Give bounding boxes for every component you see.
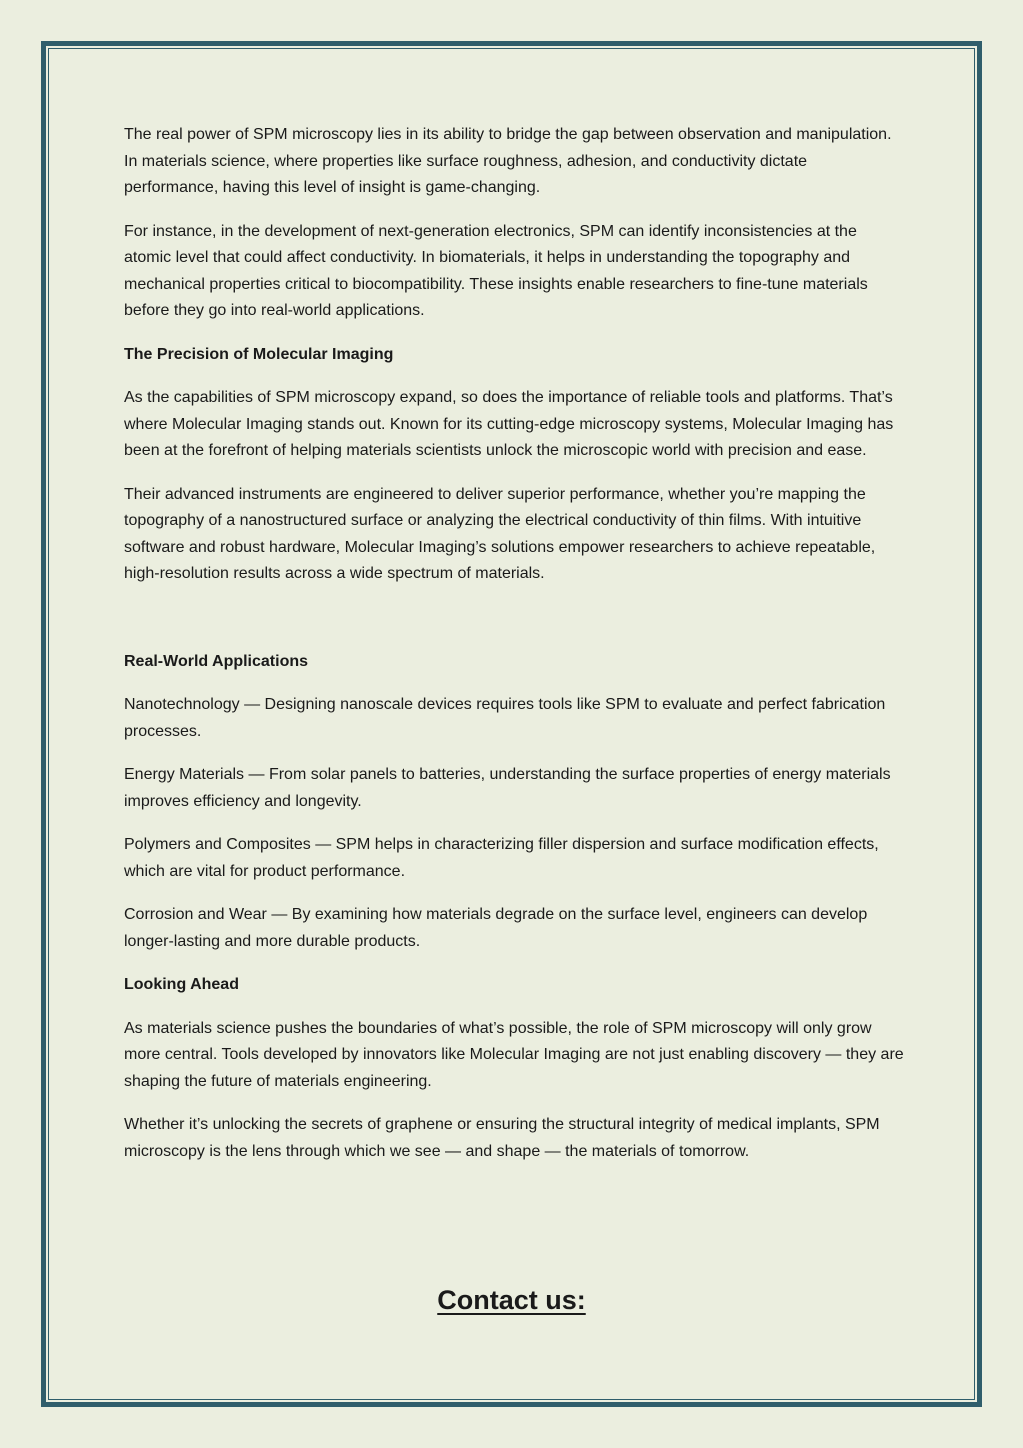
precision-paragraph-1: As the capabilities of SPM microscopy expand, so does the importance of reliable tools and platforms. That’s where Molecular Imaging stands out. Known for its cutting-edge microscopy systems, Molecular Imaging has been at the forefront of helping materials scientists unlock the microscopic world with precision and ease. [124,389,894,459]
application-energy-materials: Energy Materials — From solar panels to batteries, understanding the surface properties of energy materials improves efficiency and longevity. [124,766,891,810]
looking-ahead-paragraph-2: Whether it’s unlocking the secrets of graphene or ensuring the structural integrity of medical implants, SPM microscopy is the lens through which we see — and shape — the materials of tomorrow. [124,1116,880,1160]
application-corrosion: Corrosion and Wear — By examining how materials degrade on the surface level, engineers can develop longer-lasting and more durable products. [124,906,868,950]
application-nanotechnology: Nanotechnology — Designing nanoscale devices requires tools like SPM to evaluate and perfect fabrication processes. [124,696,886,740]
applications-heading: Real-World Applications [124,652,309,670]
application-polymers: Polymers and Composites — SPM helps in characterizing filler dispersion and surface modification effects, which are vital for product performance. [124,836,879,880]
looking-ahead-paragraph-1: As materials science pushes the boundaries of what’s possible, the role of SPM microscopy will only grow more central. Tools developed by innovators like Molecular Imaging are not just enabling discovery — they are shaping the future of materials engineering. [124,1019,904,1090]
precision-paragraph-2: Their advanced instruments are engineered to deliver superior performance, whether you’re mapping the topography of a nanostructured surface or analyzing the electrical conductivity of thin films. With intuitive software and robust hardware, Molecular Imaging’s solutions empower researchers to achieve repeatable, high-resolution results across a wide spectrum of materials. [124,485,876,582]
document-body [124,122,904,1182]
section-spacer [124,605,904,649]
precision-heading: The Precision of Molecular Imaging [124,345,394,363]
intro-paragraph-2: For instance, in the development of next-generation electronics, SPM can identify inconsistencies at the atomic level that could affect conductivity. In biomaterials, it helps in understanding the topography and mechanical properties critical to biocompatibility. These insights enable researchers to fine-tune materials before they go into real-world applications. [124,222,868,319]
looking-ahead-heading: Looking Ahead [124,976,239,993]
contact-heading: Contact us: [437,1285,586,1315]
intro-paragraph-1: The real power of SPM microscopy lies in its ability to bridge the gap between observation and manipulation. In materials science, where properties like surface roughness, adhesion, and conductivity dictate performance, having this level of insight is game-changing. [124,126,892,196]
